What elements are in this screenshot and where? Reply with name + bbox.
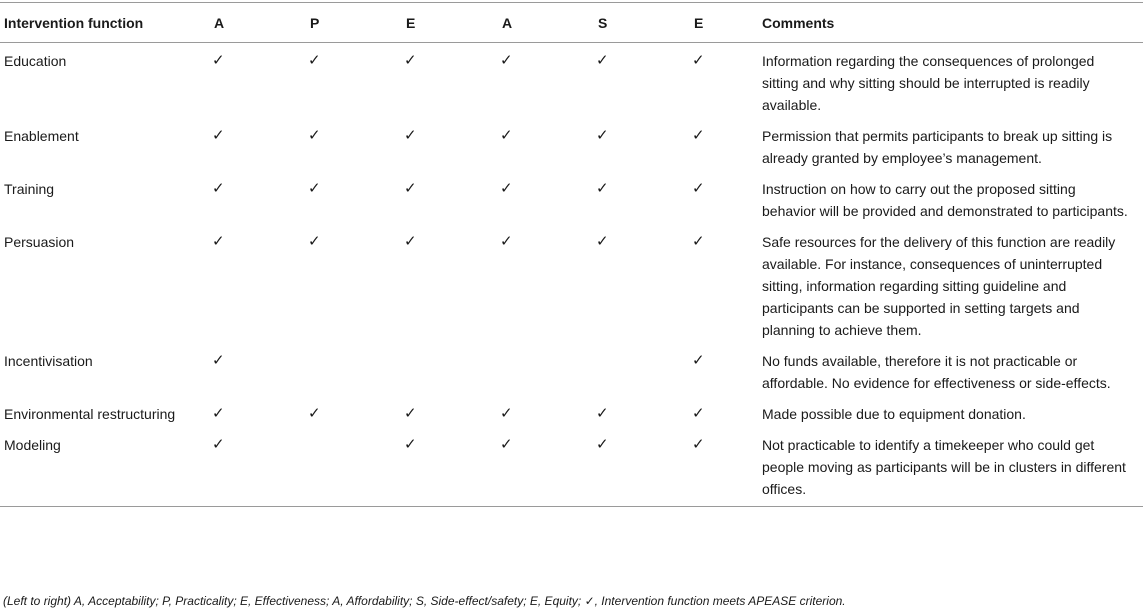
row-function: Enablement [4,128,79,144]
check-mark: ✓ [500,233,513,250]
apease-table-container [0,2,1143,507]
table-row [0,171,1143,224]
check-mark: ✓ [500,52,513,69]
check-mark: ✓ [692,352,705,369]
table-row [0,427,1143,507]
table-row [0,343,1143,396]
header-criterion-practicality: P [310,15,320,31]
check-mark: ✓ [500,127,513,144]
row-function: Incentivisation [4,353,93,369]
header-criterion-equity: E [694,15,704,31]
check-mark: ✓ [404,127,417,144]
check-mark: ✓ [692,405,705,422]
apease-table [0,2,1143,507]
check-mark: ✓ [596,233,609,250]
row-function: Persuasion [4,234,75,250]
check-mark: ✓ [212,233,225,250]
row-function: Environmental restructuring [4,406,176,422]
check-mark: ✓ [308,52,321,69]
header-criterion-acceptability: A [214,15,225,31]
table-row [0,396,1143,427]
table-footnote: (Left to right) A, Acceptability; P, Practicality; E, Effectiveness; A, Affordability; S, Side-effect/safety; E, Equity; ✓, Intervention function meets APEASE criterion. [3,594,846,608]
check-mark: ✓ [596,127,609,144]
row-comment: No funds available, therefore it is not practicable or affordable. No evidence for effectiveness or side-effects. [762,353,1111,391]
check-mark: ✓ [212,127,225,144]
table-row [0,43,1143,119]
row-comment: Made possible due to equipment donation. [762,406,1026,422]
check-mark [372,343,468,396]
check-mark: ✓ [692,180,705,197]
check-mark: ✓ [212,180,225,197]
row-function: Modeling [4,437,61,453]
check-mark: ✓ [692,127,705,144]
check-mark [468,343,564,396]
table-row [0,224,1143,343]
check-mark: ✓ [212,436,225,453]
row-comment: Not practicable to identify a timekeeper who could get people moving as participants will be in clusters in different offices. [762,437,1126,497]
table-header [0,3,1143,43]
check-mark: ✓ [692,436,705,453]
check-mark: ✓ [500,436,513,453]
check-mark: ✓ [404,233,417,250]
check-mark: ✓ [692,233,705,250]
check-mark: ✓ [404,436,417,453]
header-criterion-affordability: A [502,15,513,31]
check-mark: ✓ [212,352,225,369]
check-mark [564,343,660,396]
check-mark: ✓ [308,127,321,144]
check-mark: ✓ [404,180,417,197]
check-mark [276,427,372,507]
check-mark: ✓ [308,233,321,250]
check-mark: ✓ [596,436,609,453]
row-function: Training [4,181,55,197]
check-mark: ✓ [500,180,513,197]
check-mark: ✓ [500,405,513,422]
check-mark: ✓ [212,52,225,69]
check-mark: ✓ [404,52,417,69]
header-comments: Comments [762,15,835,31]
table-body [0,43,1143,507]
check-mark [276,343,372,396]
header-intervention-function: Intervention function [4,15,144,31]
check-mark: ✓ [596,405,609,422]
table-row [0,118,1143,171]
row-comment: Permission that permits participants to break up sitting is already granted by employee’s management. [762,128,1113,166]
header-criterion-safety: S [598,15,608,31]
row-comment: Instruction on how to carry out the proposed sitting behavior will be provided and demonstrated to participants. [762,181,1128,219]
header-row [0,3,1143,43]
row-function: Education [4,53,67,69]
check-mark: ✓ [692,52,705,69]
row-comment: Information regarding the consequences of prolonged sitting and why sitting should be interrupted is readily available. [762,53,1095,113]
header-criterion-effectiveness: E [406,15,416,31]
check-mark: ✓ [404,405,417,422]
check-mark: ✓ [212,405,225,422]
check-mark: ✓ [596,52,609,69]
check-mark: ✓ [308,180,321,197]
check-mark: ✓ [596,180,609,197]
check-mark: ✓ [308,405,321,422]
row-comment: Safe resources for the delivery of this function are readily available. For instance, consequences of uninterrupted sitting, information regarding sitting guideline and participants can be supported in setting targets and planning to achieve them. [762,234,1116,338]
